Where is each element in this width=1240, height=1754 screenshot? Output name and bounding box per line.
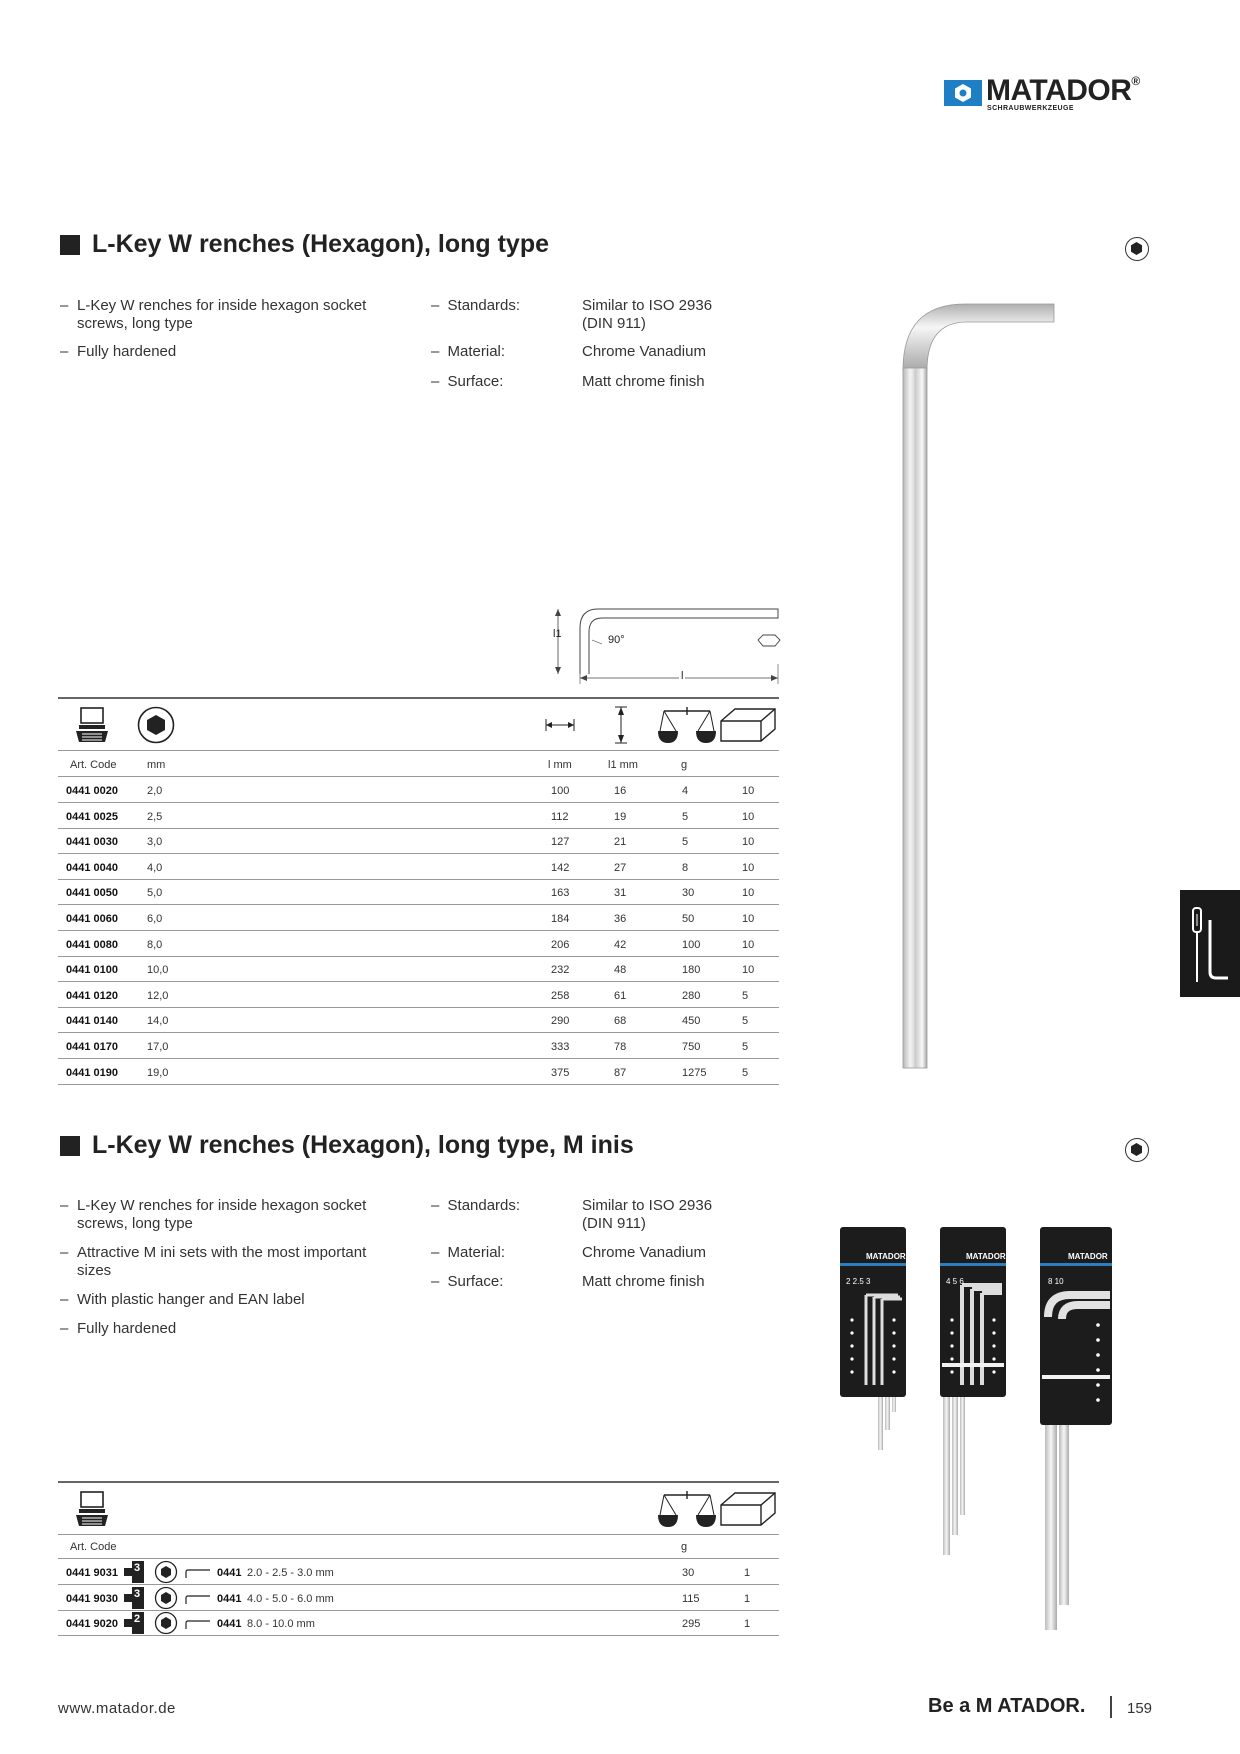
value-cell: 180	[682, 964, 701, 977]
spec-value: Similar to ISO 2936 (DIN 911)	[582, 297, 713, 332]
package-box-icon	[719, 1491, 777, 1532]
feature-item: – Fully hardened	[60, 343, 177, 360]
spec-value: Matt chrome finish	[582, 1273, 705, 1290]
table-row	[58, 1007, 779, 1032]
value-cell: 4	[682, 785, 689, 797]
value-cell: 8,0	[147, 938, 163, 951]
sizes-cell: 2.0 - 2.5 - 3.0 mm	[247, 1567, 334, 1579]
art-code-cell: 0441 0020	[66, 785, 118, 797]
value-cell: 5,0	[147, 887, 163, 900]
value-cell: 112	[551, 810, 569, 823]
weight-cell: 30	[682, 1567, 695, 1579]
qty-cell: 1	[744, 1618, 751, 1631]
art-code-cell: 0441 0170	[66, 1041, 118, 1053]
art-code-cell: 0441 0030	[66, 836, 118, 849]
table-row	[58, 1585, 779, 1610]
col-header-l: l mm	[548, 759, 572, 771]
col-header-g: g	[681, 759, 688, 771]
drawing-angle-label: 90°	[608, 634, 625, 646]
drawing-l1-label: l1	[553, 628, 562, 640]
table-row	[58, 828, 779, 853]
value-cell: 19	[614, 810, 627, 823]
value-cell: 4,0	[147, 861, 163, 874]
value-cell: 61	[614, 989, 627, 1002]
technical-drawing	[550, 600, 782, 685]
table-row	[58, 879, 779, 904]
spec-label: – Material:	[431, 1244, 506, 1261]
logo-subtitle: SCHRAUBWERKZEUGE	[987, 105, 1074, 112]
value-cell: 450	[682, 1015, 701, 1028]
card-brand-label: MATADOR	[966, 1252, 1006, 1261]
art-code-cell: 0441 0140	[66, 1015, 118, 1028]
hexagon-badge-icon	[1125, 1138, 1149, 1162]
art-code-cell: 0441 0080	[66, 938, 118, 951]
art-code-cell: 0441 0100	[66, 964, 118, 977]
set-count: 3	[134, 1562, 141, 1574]
category-tab	[1180, 890, 1240, 997]
value-cell: 10,0	[147, 964, 169, 977]
value-cell: 14,0	[147, 1015, 169, 1028]
value-cell: 3,0	[147, 836, 163, 849]
matador-logo	[944, 74, 1154, 118]
weight-cell: 115	[682, 1592, 700, 1605]
footer-divider	[1110, 1696, 1112, 1718]
value-cell: 290	[551, 1015, 570, 1028]
spec-label: – Material:	[431, 343, 506, 360]
value-cell: 333	[551, 1041, 570, 1053]
barcode-scanner-icon	[75, 1491, 109, 1532]
art-code-cell: 0441 9030	[66, 1592, 118, 1605]
spec-label: – Surface:	[431, 1273, 504, 1290]
spec-label: – Surface:	[431, 373, 504, 390]
height-icon	[613, 705, 629, 750]
table-row	[58, 854, 779, 879]
value-cell: 27	[614, 861, 627, 874]
drawing-l-label: l	[681, 670, 684, 682]
section2-title: L-Key W renches (Hexagon), long type, M inis	[60, 1131, 634, 1160]
col-header-g: g	[681, 1541, 688, 1553]
art-code-cell: 0441 0025	[66, 810, 118, 823]
page-number: 159	[1127, 1700, 1153, 1717]
table-row	[58, 1610, 779, 1635]
value-cell: 6,0	[147, 913, 163, 925]
qty-cell: 1	[744, 1567, 751, 1579]
value-cell: 100	[551, 785, 570, 797]
spec-label: – Standards:	[431, 1197, 521, 1214]
weight-scale-icon	[658, 705, 716, 750]
spec-value: Similar to ISO 2936 (DIN 911)	[582, 1197, 713, 1232]
table-row	[58, 956, 779, 981]
value-cell: 232	[551, 964, 570, 977]
table-row	[58, 982, 779, 1007]
value-cell: 206	[551, 938, 570, 951]
value-cell: 10	[742, 938, 755, 951]
ref-code-cell: 0441	[217, 1592, 242, 1605]
title-square-icon	[60, 1136, 80, 1156]
table-row	[58, 1033, 779, 1058]
value-cell: 258	[551, 989, 570, 1002]
value-cell: 8	[682, 861, 689, 874]
col-header-art-code: Art. Code	[70, 1541, 117, 1553]
value-cell: 5	[742, 1015, 749, 1028]
art-code-cell: 0441 0190	[66, 1066, 118, 1079]
weight-scale-icon	[658, 1489, 716, 1534]
value-cell: 48	[614, 964, 627, 977]
sizes-cell: 4.0 - 5.0 - 6.0 mm	[247, 1592, 334, 1605]
value-cell: 42	[614, 938, 627, 951]
value-cell: 78	[614, 1041, 627, 1053]
table-row	[58, 803, 779, 828]
value-cell: 5	[742, 1066, 749, 1079]
sizes-cell: 8.0 - 10.0 mm	[247, 1618, 315, 1631]
art-code-cell: 0441 0120	[66, 989, 118, 1002]
value-cell: 100	[682, 938, 701, 951]
ref-code-cell: 0441	[217, 1567, 242, 1579]
value-cell: 30	[682, 887, 695, 900]
spec-value: Matt chrome finish	[582, 373, 705, 390]
value-cell: 375	[551, 1066, 570, 1079]
value-cell: 127	[551, 836, 570, 849]
logo-wordmark: MATADOR®	[986, 74, 1140, 107]
spec-value: Chrome Vanadium	[582, 343, 706, 360]
feature-item: – Fully hardened	[60, 1320, 177, 1337]
art-code-cell: 0441 9031	[66, 1567, 118, 1579]
value-cell: 68	[614, 1015, 627, 1028]
l-key-icon	[184, 1566, 212, 1576]
feature-item: – Attractive M ini sets with the most important sizes	[60, 1244, 367, 1279]
card-brand-label: MATADOR	[866, 1252, 906, 1261]
product-table-1	[58, 697, 779, 1087]
value-cell: 142	[551, 861, 570, 874]
value-cell: 10	[742, 836, 755, 849]
footer-brand: Be a M ATADOR.	[928, 1695, 1086, 1717]
l-key-icon	[184, 1592, 212, 1602]
footer-url[interactable]: www.matador.de	[58, 1700, 176, 1717]
value-cell: 36	[614, 913, 627, 925]
qty-cell: 1	[744, 1592, 751, 1605]
art-code-cell: 0441 0050	[66, 887, 118, 900]
value-cell: 87	[614, 1066, 627, 1079]
value-cell: 5	[682, 836, 689, 849]
l-key-icon	[184, 1617, 212, 1627]
hexagon-badge-icon	[1125, 237, 1149, 261]
set-count: 2	[134, 1613, 141, 1626]
hexagon-size-icon	[154, 1611, 178, 1635]
value-cell: 10	[742, 964, 755, 977]
logo-mark-icon	[944, 80, 982, 106]
set-count: 3	[134, 1587, 141, 1600]
art-code-cell: 0441 0040	[66, 861, 118, 874]
value-cell: 10	[742, 913, 755, 925]
hexagon-size-icon	[154, 1586, 178, 1610]
value-cell: 10	[742, 887, 755, 900]
value-cell: 10	[742, 810, 755, 823]
hexagon-size-icon	[154, 1560, 178, 1584]
card-sizes-label: 8 10	[1048, 1277, 1064, 1286]
value-cell: 750	[682, 1041, 701, 1053]
mini-sets-product-image	[838, 1225, 1118, 1635]
col-header-art-code: Art. Code	[70, 759, 117, 771]
value-cell: 17,0	[147, 1041, 169, 1053]
value-cell: 31	[614, 887, 627, 900]
spec-value: Chrome Vanadium	[582, 1244, 706, 1261]
value-cell: 10	[742, 861, 755, 874]
spec-label: – Standards:	[431, 297, 521, 314]
art-code-cell: 0441 9020	[66, 1618, 118, 1631]
value-cell: 2,0	[147, 785, 163, 797]
value-cell: 184	[551, 913, 570, 925]
value-cell: 12,0	[147, 989, 169, 1002]
l-key-product-image	[895, 300, 1055, 1070]
value-cell: 10	[742, 785, 755, 797]
product-table-2	[58, 1481, 779, 1636]
table-row	[58, 1559, 779, 1584]
card-brand-label: MATADOR	[1068, 1252, 1108, 1261]
value-cell: 21	[614, 836, 627, 849]
feature-item: – L-Key W renches for inside hexagon socket screws, long type	[60, 297, 367, 332]
hexagon-size-icon	[137, 706, 175, 749]
value-cell: 1275	[682, 1066, 707, 1079]
value-cell: 16	[614, 785, 627, 797]
value-cell: 280	[682, 989, 701, 1002]
set-count-icon	[122, 1587, 146, 1609]
set-count-icon	[122, 1561, 146, 1583]
card-sizes-label: 2 2.5 3	[846, 1277, 871, 1286]
table-row	[58, 905, 779, 930]
col-header-l1: l1 mm	[608, 759, 638, 771]
section1-title: L-Key W renches (Hexagon), long type	[60, 230, 549, 259]
barcode-scanner-icon	[75, 707, 109, 748]
set-count-icon	[122, 1612, 146, 1634]
card-sizes-label: 4 5 6	[946, 1277, 964, 1286]
table-row	[58, 777, 779, 802]
value-cell: 50	[682, 913, 695, 925]
value-cell: 163	[551, 887, 570, 900]
package-box-icon	[719, 707, 777, 748]
value-cell: 5	[682, 810, 689, 823]
value-cell: 2,5	[147, 810, 163, 823]
table-row	[58, 931, 779, 956]
col-header-mm: mm	[147, 759, 166, 771]
feature-item: – L-Key W renches for inside hexagon socket screws, long type	[60, 1197, 367, 1232]
title-square-icon	[60, 235, 80, 255]
value-cell: 5	[742, 1041, 749, 1053]
length-icon	[544, 717, 576, 738]
art-code-cell: 0441 0060	[66, 913, 118, 925]
table-row	[58, 1059, 779, 1084]
value-cell: 5	[742, 989, 749, 1002]
weight-cell: 295	[682, 1618, 701, 1631]
value-cell: 19,0	[147, 1066, 169, 1079]
ref-code-cell: 0441	[217, 1618, 242, 1631]
feature-item: – With plastic hanger and EAN label	[60, 1291, 305, 1308]
